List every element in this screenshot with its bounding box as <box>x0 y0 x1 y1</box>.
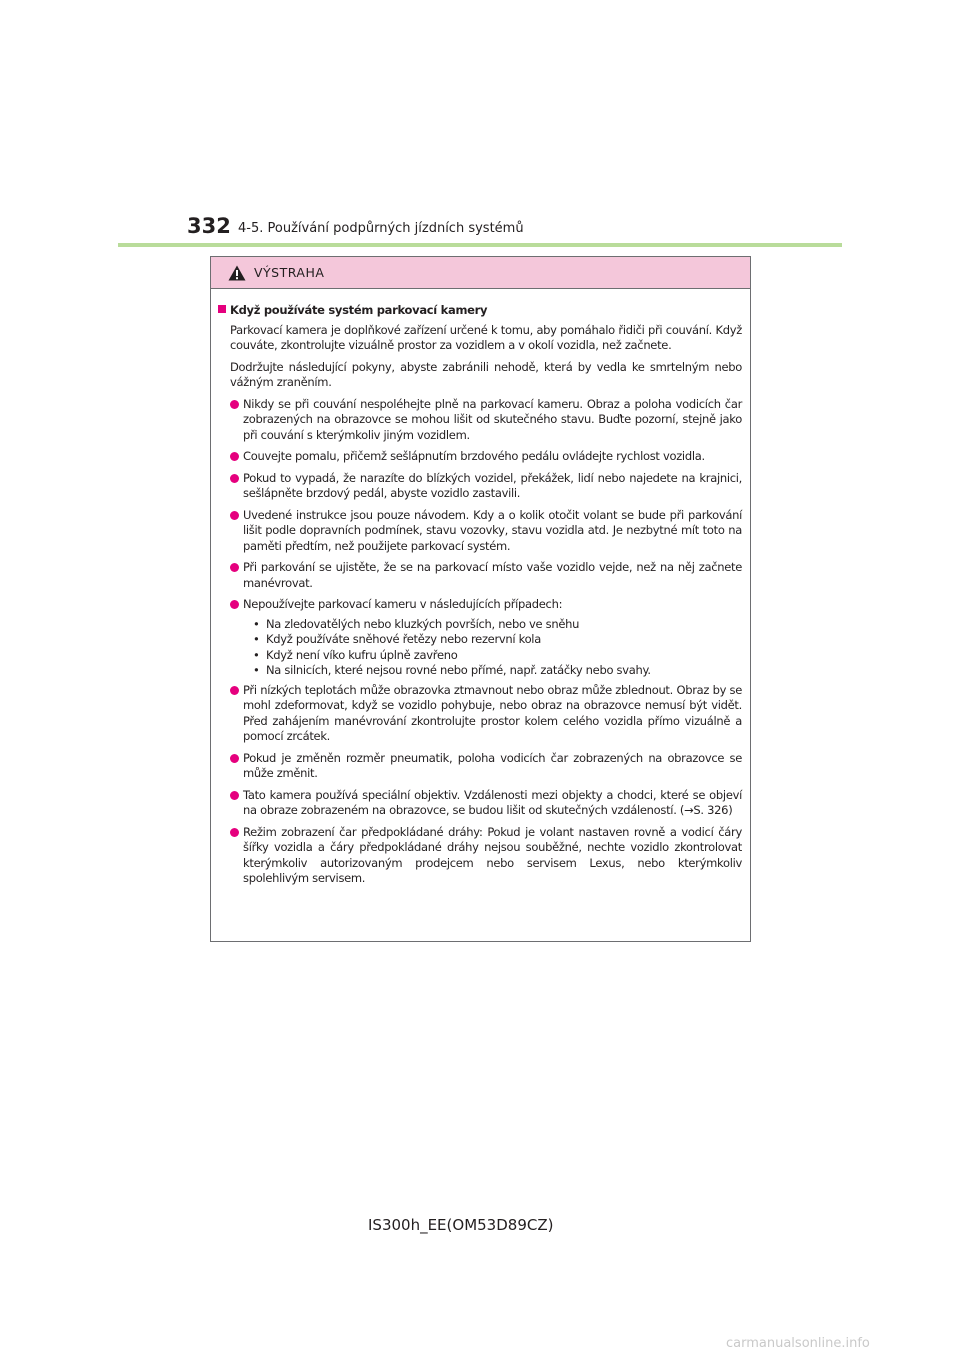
section-title: 4-5. Používání podpůrných jízdních systémů <box>238 221 524 236</box>
sub-list-text: Na zledovatělých nebo kluzkých površích, nebo ve sněhu <box>266 616 580 631</box>
dot-bullet-icon <box>230 563 239 572</box>
sub-bullet-mark: • <box>253 647 260 662</box>
bullet-item <box>218 449 742 465</box>
bullet-item <box>218 508 742 555</box>
sub-bullet-mark: • <box>253 616 260 631</box>
bullet-text: Režim zobrazení čar předpokládané dráhy: Pokud je volant nastaven rovně a vodicí čáry šířky vozidla a čáry předpokládané dráhy nejsou souběžné, nechte vozidlo zkontrolovat kterýmkoliv autorizovaným prodejcem nebo servisem Lexus, nebo kterýmkoliv spolehlivým servisem. <box>243 824 742 885</box>
dot-bullet-icon <box>230 791 239 800</box>
bullet-text: Pokud je změněn rozměr pneumatik, poloha vodicích čar zobrazených na obrazovce se může změnit. <box>243 750 742 780</box>
bullet-text: Couvejte pomalu, přičemž sešlápnutím brzdového pedálu ovládejte rychlost vozidla. <box>243 449 705 463</box>
warning-paragraph: Dodržujte následující pokyny, abyste zabránili nehodě, která by vedla ke smrtelným nebo vážným zraněním. <box>230 359 742 389</box>
bullet-text: Nepoužívejte parkovací kameru v následujících případech: <box>243 597 563 611</box>
bullet-item <box>218 397 742 444</box>
warning-header <box>211 257 750 289</box>
sub-list-item <box>243 632 742 648</box>
dot-bullet-icon <box>230 828 239 837</box>
sub-list-item <box>243 663 742 679</box>
bullet-text: Nikdy se při couvání nespoléhejte plně na parkovací kameru. Obraz a poloha vodicích čar zobrazených na obrazovce se mohou lišit od skutečného stavu. Buďte pozorní, stejně jako při couvání s kterýmkoliv jiným vozidlem. <box>243 396 742 442</box>
sub-bullet-mark: • <box>253 632 260 646</box>
warning-paragraph: Parkovací kamera je doplňkové zařízení určené k tomu, aby pomáhalo řidiči při couvání. Když couváte, zkontrolujte vizuálně prostor za vozidlem a v okolí vozidla, než začnete. <box>230 322 742 352</box>
bullet-text: Tato kamera používá speciální objektiv. Vzdálenosti mezi objekty a chodci, které se objeví na obraze zobrazeném na obrazovce, se budou lišit od skutečných vzdáleností. (→S. 326) <box>243 787 742 817</box>
bullet-text: Při nízkých teplotách může obrazovka ztmavnout nebo obraz může zblednout. Obraz by se mohl zdeformovat, když se vozidlo pohybuje, nebo obraz na obrazovce nemusí být vidět. Před zahájením manévrování zkontrolujte prostor kolem celého vozidla přímo vizuálně a pomocí zrcátek. <box>243 682 742 743</box>
bullet-text: Při parkování se ujistěte, že se na parkovací místo vaše vozidlo vejde, než na něj začnete manévrovat. <box>243 560 742 590</box>
bullet-item <box>218 788 742 819</box>
header-rule <box>118 243 842 247</box>
warning-title: VÝSTRAHA <box>254 265 325 280</box>
dot-bullet-icon <box>230 400 239 409</box>
bullet-item <box>218 825 742 887</box>
warning-subheading-text: Když používáte systém parkovací kamery <box>230 303 488 317</box>
dot-bullet-icon <box>230 452 239 461</box>
square-bullet-icon <box>218 305 226 313</box>
warning-box <box>210 256 751 942</box>
warning-subheading <box>218 303 742 319</box>
bullet-item <box>218 683 742 745</box>
sub-list-text: Když používáte sněhové řetězy nebo rezervní kola <box>266 632 541 646</box>
sub-list <box>243 617 742 679</box>
sub-list-text: Když není víko kufru úplně zavřeno <box>266 647 458 662</box>
bullet-text: Uvedené instrukce jsou pouze návodem. Kdy a o kolik otočit volant se bude při parkování lišit podle dopravních podmínek, stavu vozovky, stavu vozidla atd. Je nezbytné mít toto na paměti předtím, než použijete parkovací systém. <box>243 507 742 553</box>
warning-triangle-icon <box>228 265 246 281</box>
sub-bullet-mark: • <box>253 663 260 677</box>
bullet-item <box>218 560 742 591</box>
sub-list-item <box>243 648 742 664</box>
dot-bullet-icon <box>230 754 239 763</box>
model-code: IS300h_EE(OM53D89CZ) <box>368 1216 554 1234</box>
bullet-text: Pokud to vypadá, že narazíte do blízkých vozidel, překážek, lidí nebo najedete na krajnici, sešlápněte brzdový pedál, abyste vozidlo zastavili. <box>243 470 742 500</box>
bullet-item <box>218 597 742 677</box>
warning-body <box>211 289 750 887</box>
sub-list-text: Na silnicích, které nejsou rovné nebo přímé, např. zatáčky nebo svahy. <box>266 663 651 677</box>
bullet-item <box>218 471 742 502</box>
dot-bullet-icon <box>230 686 239 695</box>
bullet-item <box>218 751 742 782</box>
dot-bullet-icon <box>230 474 239 483</box>
sub-list-item <box>243 617 742 633</box>
dot-bullet-icon <box>230 511 239 520</box>
dot-bullet-icon <box>230 600 239 609</box>
page-number: 332 <box>187 214 231 238</box>
watermark: carmanualsonline.info <box>726 1336 870 1351</box>
